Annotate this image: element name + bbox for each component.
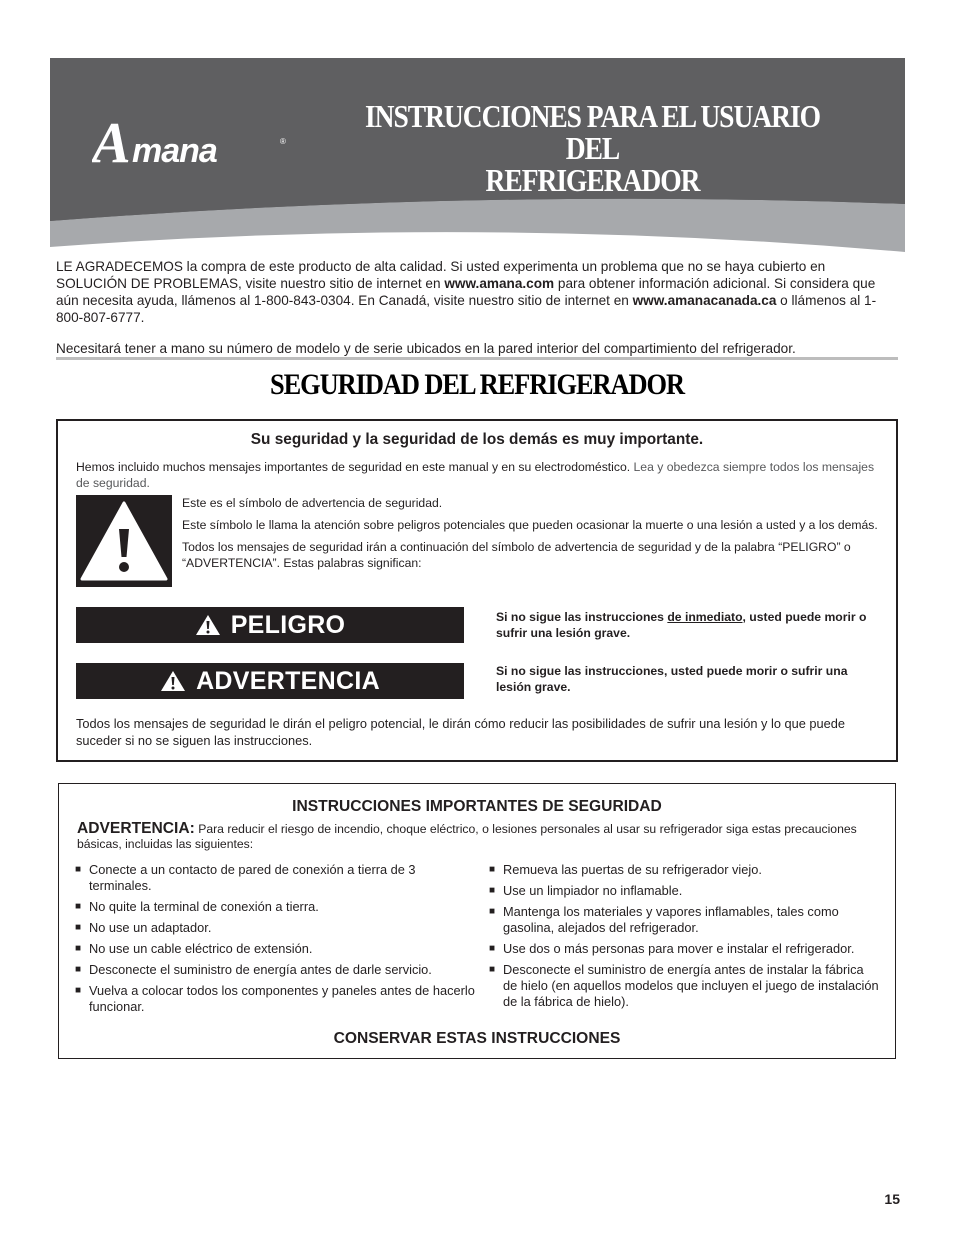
list-item: ■ No use un cable eléctrico de extensión.	[75, 941, 475, 957]
safety-footer: Todos los mensajes de seguridad le dirán el peligro potencial, le dirán cómo reducir las posibilidades de sufrir una lesión y lo que puede suceder si no se siguen las instrucciones.	[76, 716, 845, 748]
svg-text:®: ®	[280, 137, 286, 146]
peligro-description	[496, 609, 886, 641]
important-warning	[77, 821, 877, 852]
symbol-line-3: Todos los mensajes de seguridad irán a continuación del símbolo de advertencia de seguridad y de la palabra “PELIGRO” o “ADVERTENCIA”. Estas palabras significan:	[182, 540, 851, 570]
intro-text	[56, 258, 896, 357]
intro-paragraph-1	[56, 258, 896, 326]
amana-logo	[92, 108, 292, 170]
intro-p1-b: para obtener información adicional. Si considera que aún necesita ayuda, llámenos al 1-800-843-0304. En Canadá, visite nuestro sitio de internet en	[56, 276, 876, 308]
svg-text:mana: mana	[132, 132, 217, 170]
main-title	[341, 100, 844, 196]
peligro-bar	[76, 607, 464, 643]
symbol-line-1: Este es el símbolo de advertencia de seguridad.	[182, 496, 443, 510]
peligro-text-underlined: de inmediato	[667, 610, 743, 624]
important-instructions-box	[58, 783, 896, 1059]
list-item: ■ Remueva las puertas de su refrigerador viejo.	[489, 862, 879, 878]
peligro-label: PELIGRO	[230, 610, 346, 639]
safety-heading: Su seguridad y la seguridad de los demás es muy importante.	[250, 431, 704, 448]
peligro-text-b: , usted puede morir o sufrir una lesión grave.	[496, 610, 867, 640]
safety-intro-b: Lea y obedezca siempre todos los mensajes de seguridad.	[76, 460, 875, 490]
symbol-line-2: Este símbolo le llama la atención sobre peligros potenciales que pueden ocasionar la muerte o una lesión a usted y a los demás.	[182, 518, 878, 532]
svg-text:A: A	[92, 110, 131, 170]
list-item: ■ Use dos o más personas para mover e instalar el refrigerador.	[489, 941, 879, 957]
keep-instructions-footer: CONSERVAR ESTAS INSTRUCCIONES	[333, 1030, 621, 1047]
amana-logo-mark	[92, 108, 292, 170]
list-item: ■ Vuelva a colocar todos los componentes y paneles antes de hacerlo funcionar.	[75, 983, 475, 1015]
main-title-line2: REFRIGERADOR	[485, 162, 700, 198]
intro-p1-a: LE AGRADECEMOS la compra de este producto de alta calidad. Si usted experimenta un problema que no se haya cubierto en SOLUCIÓN DE PROBLEMAS, visite nuestro sitio de internet en	[56, 259, 826, 291]
instructions-right-list	[489, 862, 879, 1015]
safety-intro-a: Hemos incluido muchos mensajes importantes de seguridad en este manual y en su electrodoméstico.	[76, 460, 634, 474]
important-title: INSTRUCCIONES IMPORTANTES DE SEGURIDAD	[292, 798, 662, 815]
header-swoosh	[50, 190, 905, 252]
main-title-line1: INSTRUCCIONES PARA EL USUARIO DEL	[364, 98, 821, 166]
warning-text: Para reducir el riesgo de incendio, choque eléctrico, o lesiones personales al usar su refrigerador siga estas precauciones básicas, incluidas las siguientes:	[77, 822, 857, 851]
safety-box	[56, 419, 898, 762]
list-item: ■ Desconecte el suministro de energía antes de darle servicio.	[75, 962, 475, 978]
page-number: 15	[884, 1191, 900, 1207]
amana-website-link[interactable]: www.amana.com	[444, 276, 555, 291]
advertencia-description: Si no sigue las instrucciones, usted puede morir o sufrir una lesión grave.	[496, 664, 848, 694]
warning-triangle-icon	[76, 495, 172, 587]
intro-p1-c: o llámenos al 1-800-807-6777.	[56, 293, 877, 325]
advertencia-label: ADVERTENCIA	[196, 666, 380, 695]
list-item: ■ No use un adaptador.	[75, 920, 475, 936]
list-item: ■ No quite la terminal de conexión a tierra.	[75, 899, 475, 915]
intro-paragraph-2: Necesitará tener a mano su número de modelo y de serie ubicados en la pared interior del compartimiento del refrigerador.	[56, 341, 796, 356]
safety-intro	[76, 459, 882, 491]
section-title: SEGURIDAD DEL REFRIGERADOR	[269, 368, 685, 401]
warning-small-icon	[160, 670, 186, 692]
instructions-left-list	[75, 862, 475, 1020]
advertencia-bar	[76, 663, 464, 699]
peligro-text-a: Si no sigue las instrucciones	[496, 610, 668, 624]
warning-lead: ADVERTENCIA:	[77, 820, 195, 837]
symbol-explanation	[182, 495, 892, 577]
amanacanada-website-link[interactable]: www.amanacanada.ca	[632, 293, 777, 308]
list-item: ■ Conecte a un contacto de pared de conexión a tierra de 3 terminales.	[75, 862, 475, 894]
list-item: ■ Desconecte el suministro de energía antes de instalar la fábrica de hielo (en aquellos modelos que incluyen el juego de instalación de la fábrica de hielo).	[489, 962, 879, 1010]
list-item: ■ Use un limpiador no inflamable.	[489, 883, 879, 899]
section-divider	[56, 357, 898, 360]
list-item: ■ Mantenga los materiales y vapores inflamables, tales como gasolina, alejados del refrigerador.	[489, 904, 879, 936]
warning-small-icon	[195, 614, 221, 636]
